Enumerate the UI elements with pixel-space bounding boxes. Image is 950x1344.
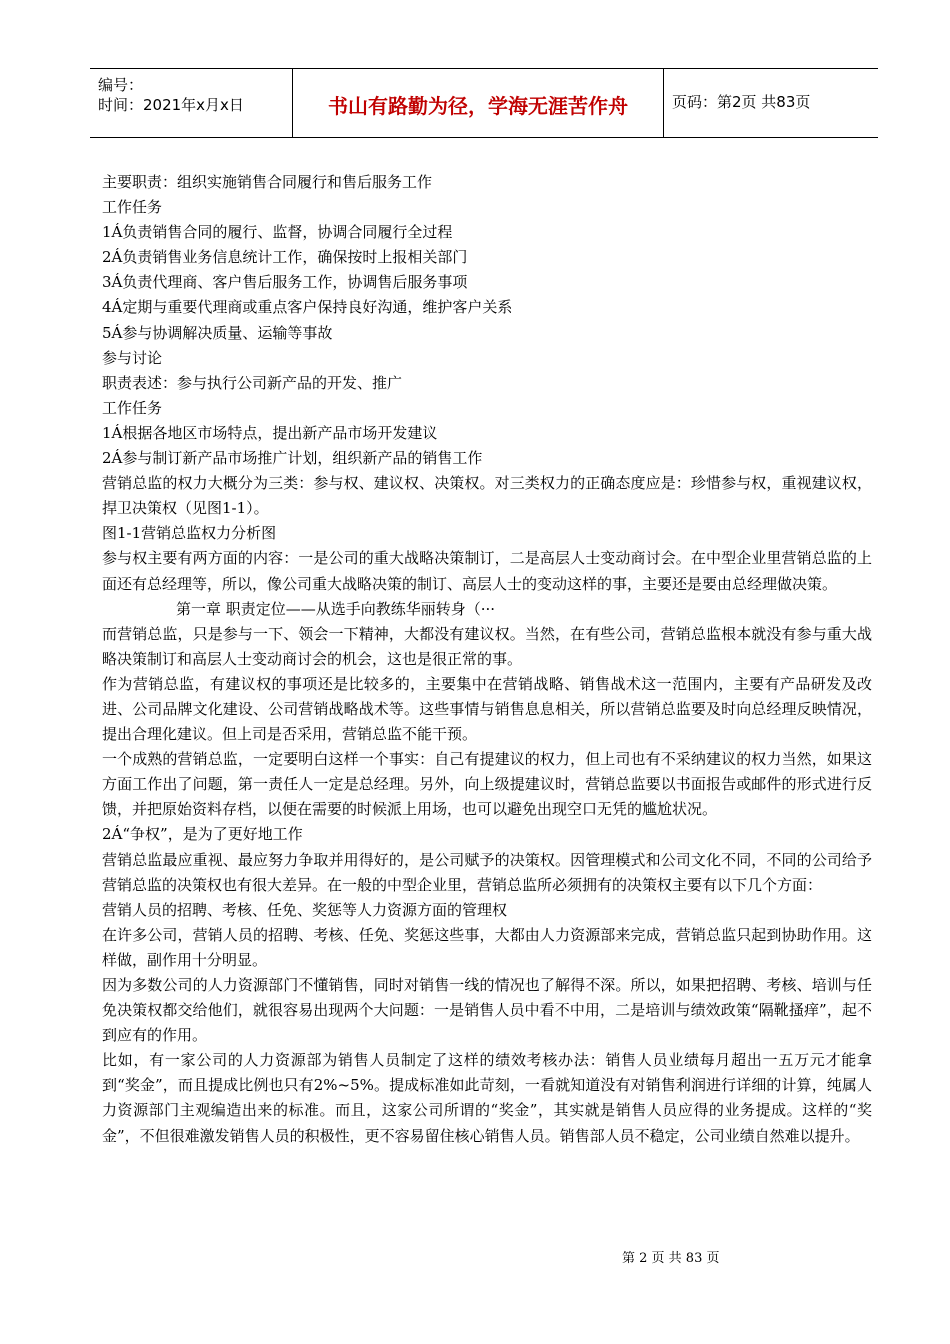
paragraph: 职责表述：参与执行公司新产品的开发、推广 <box>102 373 403 392</box>
paragraph: 营销人员的招聘、考核、任免、奖惩等人力资源方面的管理权 <box>102 900 508 919</box>
paragraph: 1Á负责销售合同的履行、监督，协调合同履行全过程 <box>102 223 453 242</box>
time-label: 时间：2021年x月x日 <box>98 96 244 114</box>
paragraph: 2Á参与制订新产品市场推广计划，组织新产品的销售工作 <box>102 449 483 468</box>
number-label: 编号： <box>98 76 144 94</box>
paragraph: 营销总监最应重视、最应努力争取并用得好的，是公司赋予的决策权。因管理模式和公司文化不同，不同的公司给予营销总监的决策权也有很大差异。在一般的中型企业里，营销总监所必须拥有的决策权主要有以下几个方面： <box>102 850 872 894</box>
paragraph: 参与权主要有两方面的内容：一是公司的重大战略决策制订，二是高层人士变动商讨会。在中型企业里营销总监的上面还有总经理等，所以，像公司重大战略决策的制订、高层人士的变动这样的事，主要还是要由总经理做决策。 <box>102 549 872 593</box>
paragraph: 而营销总监，只是参与一下、领会一下精神，大都没有建议权。当然，在有些公司，营销总监根本就没有参与重大战略决策制订和高层人士变动商讨会的机会，这也是很正常的事。 <box>102 624 872 668</box>
paragraph: 一个成熟的营销总监，一定要明白这样一个事实：自己有提建议的权力，但上司也有不采纳建议的权力当然，如果这方面工作出了问题，第一责任人一定是总经理。另外，向上级提建议时，营销总监要以书面报告或邮件的形式进行反馈，并把原始资料存档，以便在需要的时候派上用场，也可以避免出现空口无凭的尴尬状况。 <box>102 750 872 819</box>
paragraph: 2Á负责销售业务信息统计工作，确保按时上报相关部门 <box>102 248 468 267</box>
paragraph: 工作任务 <box>102 398 163 417</box>
page-header <box>90 68 878 138</box>
paragraph: 在许多公司，营销人员的招聘、考核、任免、奖惩这些事，大都由人力资源部来完成，营销总监只起到协助作用。这样做，副作用十分明显。 <box>102 925 872 969</box>
paragraph: 营销总监的权力大概分为三类：参与权、建议权、决策权。对三类权力的正确态度应是：珍惜参与权，重视建议权，捍卫决策权（见图1-1）。 <box>102 474 872 518</box>
paragraph: 因为多数公司的人力资源部门不懂销售，同时对销售一线的情况也了解得不深。所以，如果把招聘、考核、培训与任免决策权都交给他们，就很容易出现两个大问题：一是销售人员中看不中用，二是培训与绩效政策“隔靴搔痒”，起不到应有的作用。 <box>102 976 872 1045</box>
page-footer: 第 2 页 共 83 页 <box>622 1251 720 1266</box>
header-motto: 书山有路勤为径，学海无涯苦作舟 <box>292 69 664 137</box>
header-meta <box>90 69 292 137</box>
paragraph: 参与讨论 <box>102 348 163 367</box>
paragraph: 3Á负责代理商、客户售后服务工作，协调售后服务事项 <box>102 273 468 292</box>
paragraph: 工作任务 <box>102 198 163 217</box>
paragraph: 5Á参与协调解决质量、运输等事故 <box>102 323 333 342</box>
figure-caption: 图1-1营销总监权力分析图 <box>102 524 277 543</box>
chapter-heading: 第一章 职责定位——从选手向教练华丽转身（··· <box>176 599 496 618</box>
paragraph: 作为营销总监，有建议权的事项还是比较多的，主要集中在营销战略、销售战术这一范围内，主要有产品研发及改进、公司品牌文化建设、公司营销战略战术等。这些事情与销售息息相关，所以营销总监要及时向总经理反映情况，提出合理化建议。但上司是否采用，营销总监不能干预。 <box>102 674 872 744</box>
paragraph: 主要职责：组织实施销售合同履行和售后服务工作 <box>102 173 433 191</box>
paragraph: 2Á“争权”，是为了更好地工作 <box>102 825 303 844</box>
paragraph: 4Á定期与重要代理商或重点客户保持良好沟通，维护客户关系 <box>102 298 513 317</box>
document-body <box>102 170 872 1149</box>
paragraph: 1Á根据各地区市场特点，提出新产品市场开发建议 <box>102 423 438 442</box>
header-page-info: 页码：第2页 共83页 <box>672 93 811 111</box>
paragraph: 比如，有一家公司的人力资源部为销售人员制定了这样的绩效考核办法：销售人员业绩每月超出一五万元才能拿到“奖金”，而且提成比例也只有2%~5%。提成标准如此苛刻，一看就知道没有对销售利润进行详细的计算，纯属人力资源部门主观编造出来的标准。而且，这家公司所谓的“奖金”，其实就是销售人员应得的业务提成。这样的“奖金”，不但很难激发销售人员的积极性，更不容易留住核心销售人员。销售部人员不稳定，公司业绩自然难以提升。 <box>102 1051 872 1145</box>
